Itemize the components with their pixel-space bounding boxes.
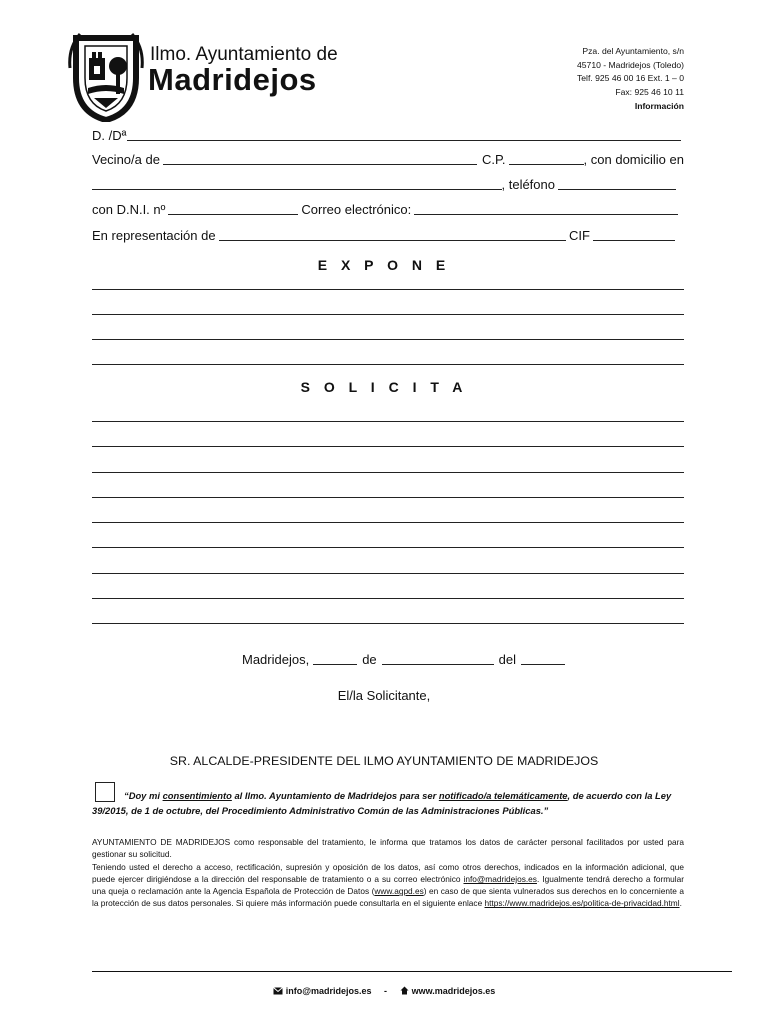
privacy-text: ) en caso de que sienta vulnerados sus derechos en lo concerniente a la protección de sus datos personales. Si quiere más información puede consultarla en el siguiente enlace: [92, 886, 684, 909]
representacion-field[interactable]: [219, 228, 566, 241]
solicita-line[interactable]: [92, 598, 684, 599]
vecino-field[interactable]: [163, 152, 477, 165]
consent-text: [92, 788, 684, 818]
footer: [0, 986, 768, 996]
day-field[interactable]: [313, 652, 357, 665]
footer-separator: -: [384, 986, 388, 996]
privacy-text: . Igualmente tendrá derecho a formular una queja o reclamación ante la Agencia Española de Protección de Datos (: [92, 873, 684, 897]
contact-phone: Telf. 925 46 00 16 Ext. 1 – 0: [576, 73, 684, 84]
expone-line[interactable]: [92, 364, 684, 365]
solicita-line[interactable]: [92, 497, 684, 498]
contact-city: 45710 - Madridejos (Toledo): [576, 59, 684, 70]
cif-field[interactable]: [593, 228, 675, 241]
solicita-line[interactable]: [92, 623, 684, 624]
name-field[interactable]: [127, 128, 681, 141]
cp-label: C.P.: [481, 152, 506, 167]
contact-section: Información: [634, 100, 684, 111]
consent-word: consentimiento: [162, 790, 232, 801]
dni-field[interactable]: [168, 202, 298, 215]
solicita-line[interactable]: [92, 421, 684, 422]
contact-block: [577, 45, 684, 114]
expone-heading: E X P O N E: [317, 257, 451, 273]
home-icon: [400, 986, 409, 995]
privacy-email-link[interactable]: info@madridejos.es: [463, 873, 537, 884]
domicilio-field[interactable]: [92, 177, 502, 190]
footer-email-item[interactable]: [273, 986, 372, 996]
footer-email: info@madridejos.es: [285, 986, 372, 996]
privacy-notice: [92, 836, 684, 910]
privacy-text: Teniendo usted el derecho a acceso, rectificación, supresión y oposición de los datos, así como otros derechos, indicados en la información adicional, que puede ejercer dirigiéndose a la dirección del responsable de tratamiento o a su correo electrónico: [92, 861, 684, 884]
expone-line[interactable]: [92, 314, 684, 315]
contact-address: Pza. del Ayuntamiento, s/n: [582, 46, 684, 56]
form-row-address: [92, 177, 679, 192]
contact-fax: Fax: 925 46 10 11: [615, 87, 684, 98]
correo-field[interactable]: [414, 202, 678, 215]
place-label: Madridejos,: [242, 652, 310, 667]
solicita-line[interactable]: [92, 573, 684, 574]
cif-label: CIF: [569, 228, 590, 243]
footer-web: www.madridejos.es: [411, 986, 496, 996]
notified-word: notificado/a telemáticamente: [438, 790, 568, 801]
consent-text-part: , de acuerdo con la Ley 39/2015, de 1 de octubre, del Procedimiento Administrativo Común de las Administraciones Públicas.”: [92, 790, 672, 816]
domicilio-label: , con domicilio en: [583, 152, 684, 167]
form-row-residence: [92, 152, 684, 167]
consent-text-part: “Doy mi: [124, 790, 163, 801]
name-label: D. /Dª: [92, 128, 127, 143]
expone-line[interactable]: [92, 339, 684, 340]
form-row-dni: [92, 202, 681, 217]
addressee: SR. ALCALDE-PRESIDENTE DEL ILMO AYUNTAMIENTO DE MADRIDEJOS: [169, 754, 599, 768]
consent-text-part: al Ilmo. Ayuntamiento de Madridejos para ser: [231, 790, 439, 801]
council-name-line2: Madridejos: [148, 62, 317, 97]
date-line: [242, 652, 565, 667]
year-field[interactable]: [521, 652, 565, 665]
representacion-label: En representación de: [92, 228, 216, 243]
footer-web-item[interactable]: [400, 986, 496, 996]
envelope-icon: [273, 987, 283, 995]
form-row-name: [92, 128, 684, 143]
privacy-text: .: [679, 898, 682, 909]
solicita-heading: S O L I C I T A: [300, 379, 468, 395]
telefono-field[interactable]: [558, 177, 676, 190]
correo-label: Correo electrónico:: [301, 202, 412, 217]
expone-line[interactable]: [92, 289, 684, 290]
de-label: de: [362, 652, 377, 667]
del-label: del: [498, 652, 517, 667]
form-row-representation: [92, 228, 678, 243]
cp-field[interactable]: [509, 152, 584, 165]
solicita-line[interactable]: [92, 446, 684, 447]
solicita-line[interactable]: [92, 522, 684, 523]
privacy-paragraph-2: [92, 861, 684, 910]
month-field[interactable]: [382, 652, 494, 665]
privacy-policy-link[interactable]: https://www.madridejos.es/politica-de-privacidad.html: [484, 898, 680, 909]
telefono-label: , teléfono: [501, 177, 555, 192]
agpd-link[interactable]: www.agpd.es: [374, 886, 424, 897]
dni-label: con D.N.I. nº: [92, 202, 166, 217]
solicita-line[interactable]: [92, 472, 684, 473]
solicita-line[interactable]: [92, 547, 684, 548]
signer-label: El/la Solicitante,: [337, 688, 431, 703]
coat-of-arms-logo: [68, 28, 144, 122]
vecino-label: Vecino/a de: [92, 152, 160, 167]
council-name-line1: Ilmo. Ayuntamiento de: [150, 44, 338, 65]
privacy-paragraph-1: AYUNTAMIENTO DE MADRIDEJOS como responsable del tratamiento, le informa que tratamos los datos de carácter personal facilitados por usted para gestionar su solicitud.: [92, 837, 684, 860]
footer-divider: [92, 971, 732, 972]
